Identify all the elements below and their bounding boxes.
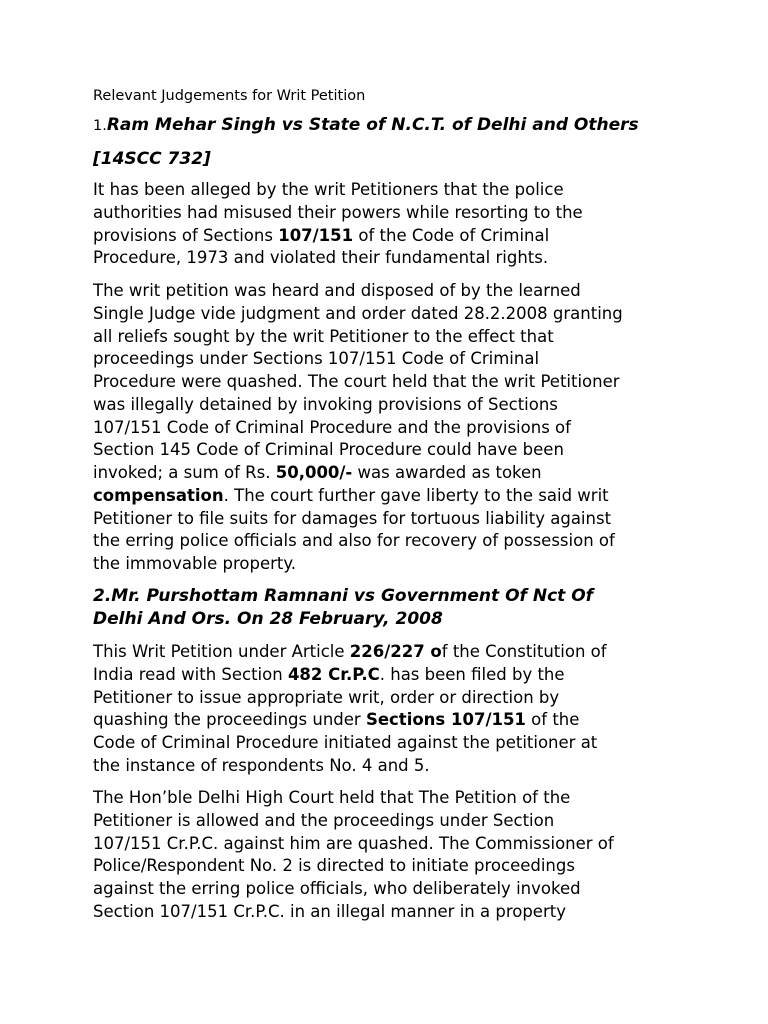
case2-heading: 2.Mr. Purshottam Ramnani vs Government Of Nct Of [93, 586, 594, 606]
case2-heading-line2: Delhi And Ors. On 28 February, 2008 [93, 609, 443, 629]
case2-paragraph-2: The Hon’ble Delhi High Court held that The Petition of the Petitioner is allowed and the proceedings under Section 107/151 Cr.P.C. against him are quashed. The Commissioner of Police/Respondent No. 2 is directed to initiate proceedings against the erring police officials, who deliberately invoked Section 107/151 Cr.P.C. in an illegal manner in a property [93, 788, 614, 921]
document-title: Relevant Judgements for Writ Petition [93, 88, 366, 104]
case1-number: 1. [93, 118, 107, 134]
case1-paragraph-1: It has been alleged by the writ Petitioners that the police authorities had misused their powers while resorting to the provisions of Sections 107/151 of the Code of Criminal Procedure, 1973 and violated their fundamental rights. [93, 180, 583, 268]
case1-title: Ram Mehar Singh vs State of N.C.T. of Delhi and Others [106, 115, 639, 135]
case1-citation: [14SCC 732] [93, 149, 211, 169]
case1-paragraph-2: The writ petition was heard and disposed of by the learned Single Judge vide judgment and order dated 28.2.2008 granting all reliefs sought by the writ Petitioner to the effect that proceedings under Sections 107/151 Code of Criminal Procedure were quashed. The court held that the writ Petitioner was illegally detained by invoking provisions of Sections 107/151 Code of Criminal Procedure and the provisions of Section 145 Code of Criminal Procedure could have been invoked; a sum of Rs. 50,000/- was awarded as token compensation. The court further gave liberty to the said writ Petitioner to file suits for damages for tortuous liability against the erring police officials and also for recovery of possession of the immovable property. [93, 281, 623, 573]
case1-heading [93, 114, 639, 138]
case2-paragraph-1: This Writ Petition under Article 226/227 of the Constitution of India read with Section 482 Cr.P.C. has been filed by the Petitioner to issue appropriate writ, order or direction by quashing the proceedings under Sections 107/151 of the Code of Criminal Procedure initiated against the petitioner at the instance of respondents No. 4 and 5. [93, 642, 607, 775]
